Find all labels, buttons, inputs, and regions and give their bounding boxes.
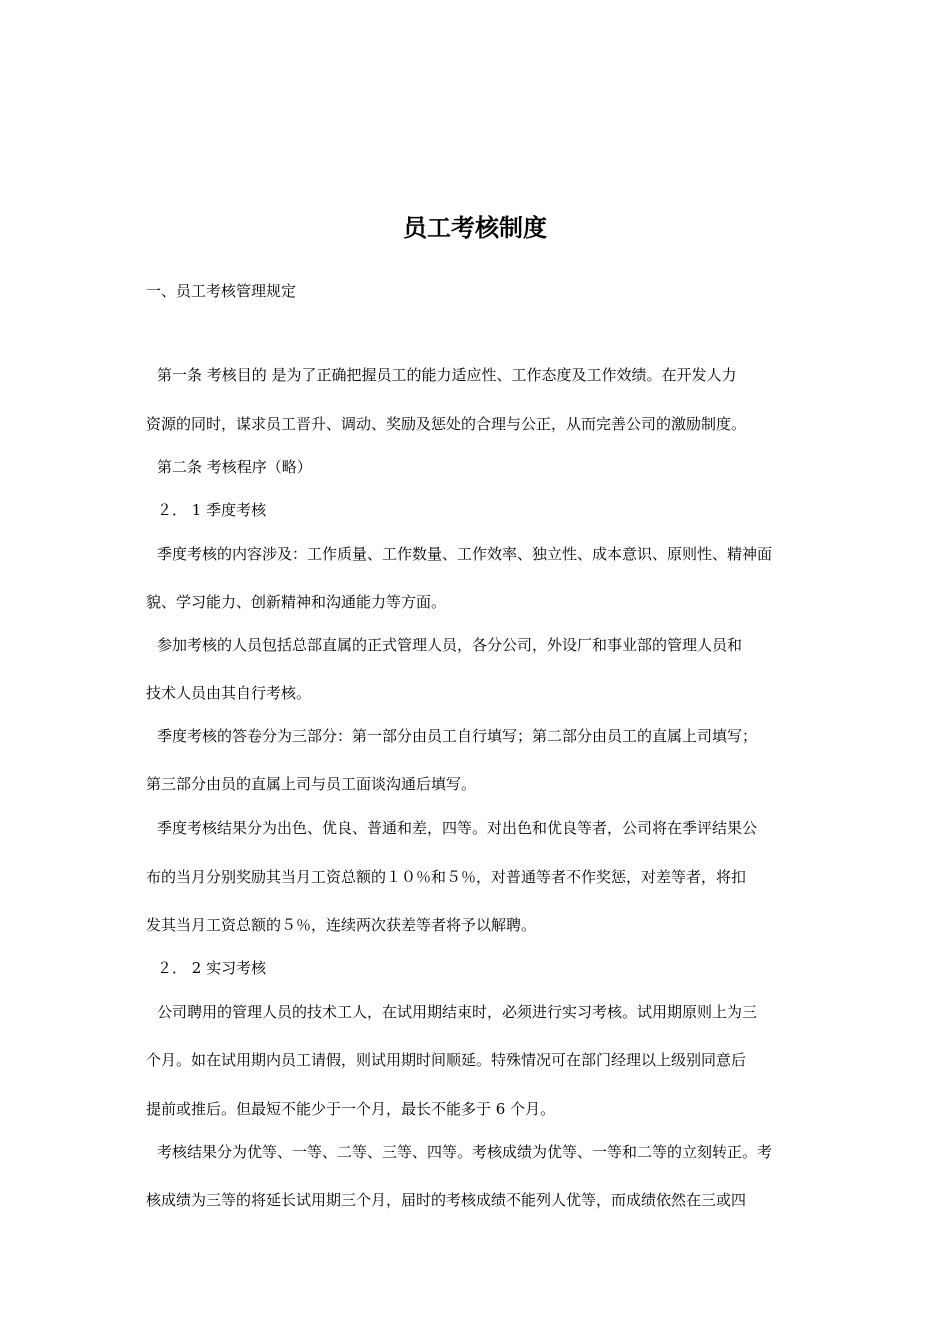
paragraph-line: 个月。如在试用期内员工请假，则试用期时间顺延。特殊情况可在部门经理以上级别同意后 <box>146 1051 747 1069</box>
paragraph-line: 季度考核的内容涉及：工作质量、工作数量、工作效率、独立性、成本意识、原则性、精神面 <box>157 545 773 563</box>
paragraph-line: 技术人员由其自行考核。 <box>146 684 312 702</box>
article-heading: 第二条 考核程序（略） <box>157 458 312 476</box>
subsection-heading: ２． 1 季度考核 <box>157 501 267 519</box>
paragraph-line: 布的当月分别奖励其当月工资总额的１０％和５％，对普通等者不作奖惩，对差等者，将扣 <box>146 868 747 886</box>
paragraph-line: 公司聘用的管理人员的技术工人，在试用期结束时，必须进行实习考核。试用期原则上为三 <box>157 1003 758 1021</box>
paragraph-line: 提前或推后。但最短不能少于一个月，最长不能多于 6 个月。 <box>146 1100 556 1118</box>
paragraph-line: 核成绩为三等的将延长试用期三个月，届时的考核成绩不能列人优等，而成绩依然在三或四 <box>146 1191 747 1209</box>
paragraph-line: 资源的同时，谋求员工晋升、调动、奖励及惩处的合理与公正，从而完善公司的激励制度。 <box>146 415 747 433</box>
paragraph-line: 貌、学习能力、创新精神和沟通能力等方面。 <box>146 593 447 611</box>
document-title: 员工考核制度 <box>403 213 547 242</box>
subsection-heading: ２． 2 实习考核 <box>157 959 267 977</box>
paragraph-line: 发其当月工资总额的５％，连续两次获差等者将予以解聘。 <box>146 916 537 934</box>
paragraph-line: 第三部分由员的直属上司与员工面谈沟通后填写。 <box>146 775 477 793</box>
paragraph-line: 参加考核的人员包括总部直属的正式管理人员，各分公司，外设厂和事业部的管理人员和 <box>157 636 743 654</box>
paragraph-line: 考核结果分为优等、一等、二等、三等、四等。考核成绩为优等、一等和二等的立刻转正。考 <box>157 1143 773 1161</box>
paragraph-line: 季度考核结果分为出色、优良、普通和差，四等。对出色和优良等者，公司将在季评结果公 <box>157 819 758 837</box>
paragraph-line: 第一条 考核目的 是为了正确把握员工的能力适应性、工作态度及工作效绩。在开发人力 <box>157 366 737 384</box>
section-heading: 一、员工考核管理规定 <box>146 282 297 300</box>
paragraph-line: 季度考核的答卷分为三部分：第一部分由员工自行填写；第二部分由员工的直属上司填写； <box>157 727 758 745</box>
